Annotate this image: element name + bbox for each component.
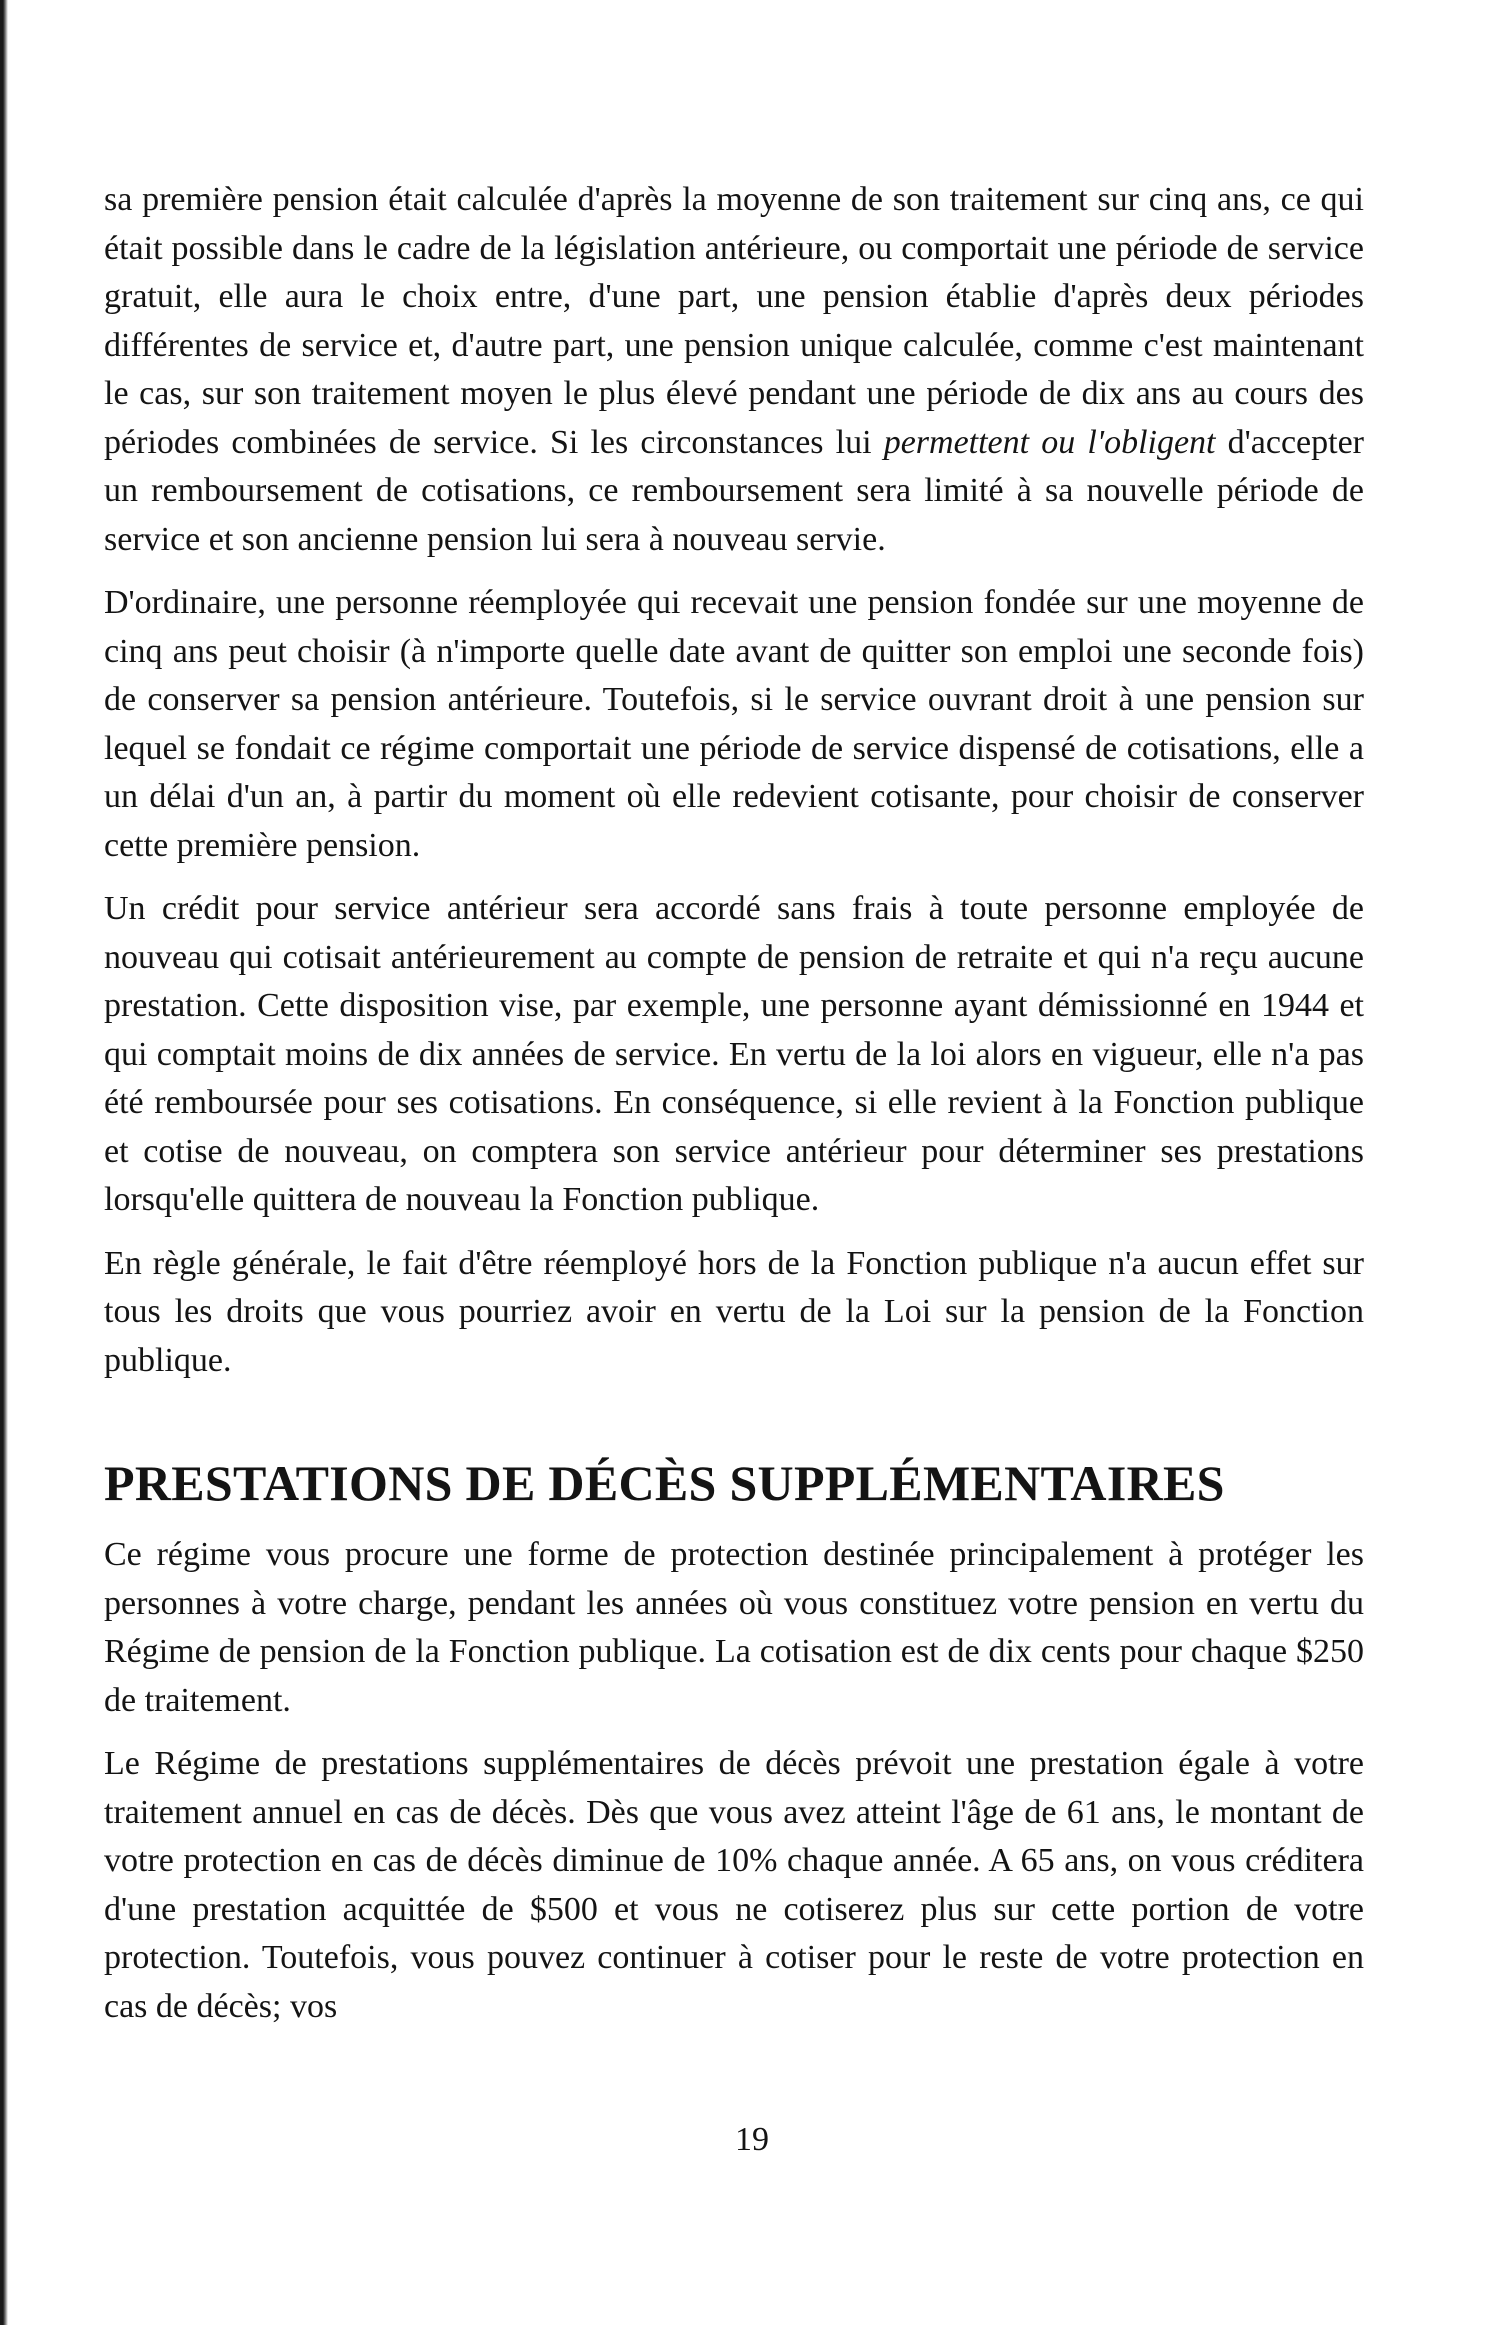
section-heading: PRESTATIONS DE DÉCÈS SUPPLÉMENTAIRES [104,1455,1225,1511]
emphasis-text: permettent ou l'obligent [883,423,1216,461]
paragraph-reemployment-pension [104,176,1364,564]
page-number: 19 [735,2121,769,2158]
paragraph-general-rule: En règle générale, le fait d'être réemployé hors de la Fonction publique n'a aucun effet sur tous les droits que vous pourriez avoir en vertu de la Loi sur la pension de la Fonction publique. [104,1244,1364,1379]
paragraph-text: sa première pension était calculée d'après la moyenne de son traitement sur cinq ans, ce qui était possible dans le cadre de la législation antérieure, ou comportait une période de service gratuit, elle aura le choix entre, d'une part, une pension établie d'après deux périodes différentes de service et, d'autre part, une pension unique calculée, comme c'est maintenant le cas, sur son traitement moyen le plus élevé pendant une période de dix ans au cours des périodes combinées de service. Si les circonstances lui [104,181,1364,461]
paragraph-prior-service-credit: Un crédit pour service antérieur sera accordé sans frais à toute personne employée de nouveau qui cotisait antérieurement au compte de pension de retraite et qui n'a reçu aucune prestation. Cette disposition vise, par exemple, une personne ayant démissionné en 1944 et qui comptait moins de dix années de service. En vertu de la loi alors en vigueur, elle n'a pas été remboursée pour ses cotisations. En conséquence, si elle revient à la Fonction publique et cotise de nouveau, on comptera son service antérieur pour déterminer ses prestations lorsqu'elle quittera de nouveau la Fonction publique. [104,890,1364,1218]
document-page [104,176,1364,2046]
paragraph-death-benefit: Le Régime de prestations supplémentaires de décès prévoit une prestation égale à votre traitement annuel en cas de décès. Dès que vous avez atteint l'âge de 61 ans, le montant de votre protection en cas de décès diminue de 10% chaque année. A 65 ans, on vous créditera d'une prestation acquittée de $500 et vous ne cotiserez plus sur cette portion de votre protection. Toutefois, vous pouvez continuer à cotiser pour le reste de votre protection en cas de décès; vos [104,1745,1364,2025]
paragraph-five-year-average: D'ordinaire, une personne réemployée qui recevait une pension fondée sur une moyenne de cinq ans peut choisir (à n'importe quelle date avant de quitter son emploi une seconde fois) de conserver sa pension antérieure. Toutefois, si le service ouvrant droit à une pension sur lequel se fondait ce régime comportait une période de service dispensé de cotisations, elle a un délai d'un an, à partir du moment où elle redevient cotisante, pour choisir de conserver cette première pension. [104,584,1364,864]
scan-edge [0,0,8,2325]
paragraph-text: d'accepter un remboursement de cotisations, ce remboursement sera limité à sa nouvelle période de service et son ancienne pension lui sera à nouveau servie. [104,423,1365,558]
paragraph-protection-plan: Ce régime vous procure une forme de protection destinée principalement à protéger les personnes à votre charge, pendant les années où vous constituez votre pension en vertu du Régime de pension de la Fonction publique. La cotisation est de dix cents pour chaque $250 de traitement. [104,1536,1364,1719]
